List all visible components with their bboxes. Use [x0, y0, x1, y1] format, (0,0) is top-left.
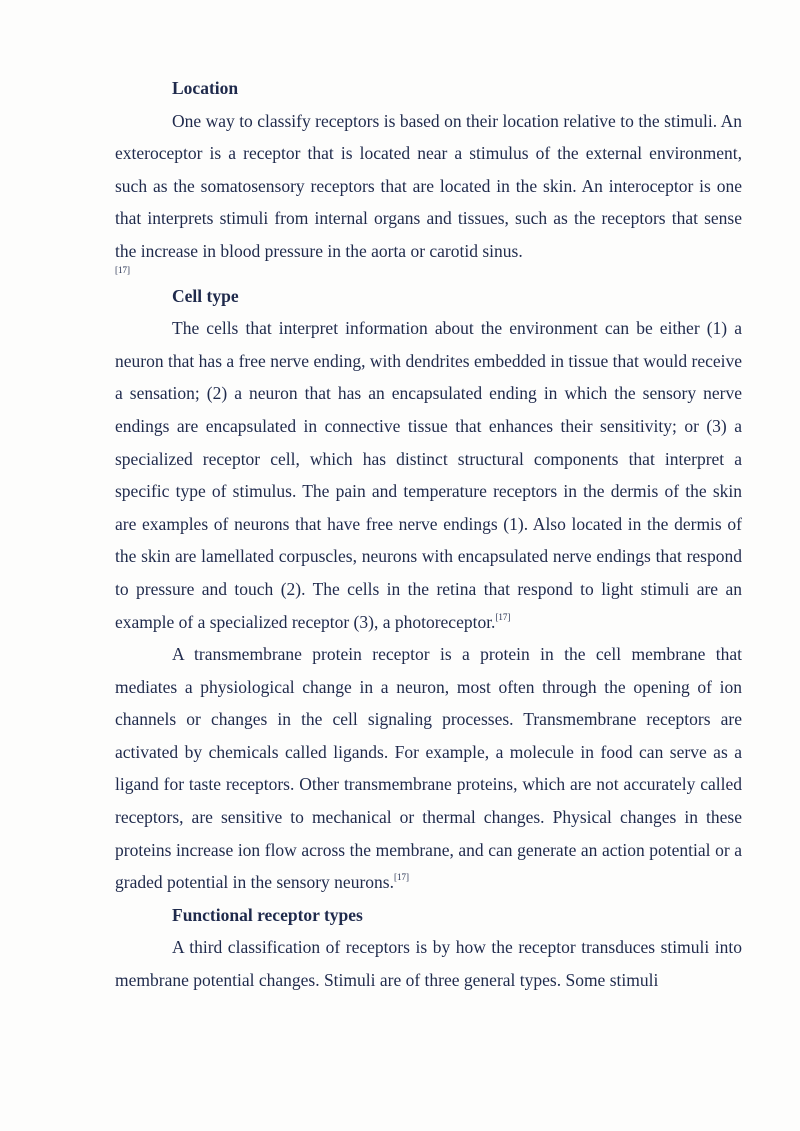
- paragraph-text: A third classification of receptors is by how the receptor transduces stimuli into membrane potential changes. Stimuli are of three general types. Some stimuli: [115, 937, 742, 991]
- paragraph-cell-type-1: [115, 312, 742, 638]
- paragraph-cell-type-2: [115, 638, 742, 899]
- paragraph-text: A transmembrane protein receptor is a protein in the cell membrane that mediates a physiological change in a neuron, most often through the opening of ion channels or changes in the cell signaling processes. Transmembrane receptors are activated by chemicals called ligands. For example, a molecule in food can serve as a ligand for taste receptors. Other transmembrane proteins, which are not accurately called receptors, are sensitive to mechanical or thermal changes. Physical changes in these proteins increase ion flow across the membrane, and can generate an action potential or a graded potential in the sensory neurons.: [115, 644, 742, 893]
- paragraph-text: One way to classify receptors is based on their location relative to the stimuli. An exteroceptor is a receptor that is located near a stimulus of the external environment, such as the somatosensory receptors that are located in the skin. An interoceptor is one that interprets stimuli from internal organs and tissues, such as the receptors that sense the increase in blood pressure in the aorta or carotid sinus.: [115, 110, 742, 261]
- paragraph-location: [115, 105, 742, 268]
- section-heading-cell-type: Cell type: [172, 285, 239, 306]
- section-heading-location: Location: [172, 78, 239, 98]
- paragraph-functional: [115, 931, 742, 996]
- section-heading-functional: Functional receptor types: [172, 904, 363, 925]
- citation: [17]: [393, 872, 409, 883]
- paragraph-text: The cells that interpret information about the environment can be either (1) a neuron that has a free nerve ending, with dendrites embedded in tissue that would receive a sensation; (2) a neuron that has an encapsulated ending in which the sensory nerve endings are encapsulated in connective tissue that enhances their sensitivity; or (3) a specialized receptor cell, which has distinct structural components that interpret a specific type of stimulus. The pain and temperature receptors in the dermis of the skin are examples of neurons that have free nerve endings (1). Also located in the dermis of the skin are lamellated corpuscles, neurons with encapsulated nerve endings that respond to pressure and touch (2). The cells in the retina that respond to light stimuli are an example of a specialized receptor (3), a photoreceptor.: [115, 318, 742, 632]
- citation: [17]: [115, 264, 130, 275]
- citation: [17]: [495, 611, 511, 622]
